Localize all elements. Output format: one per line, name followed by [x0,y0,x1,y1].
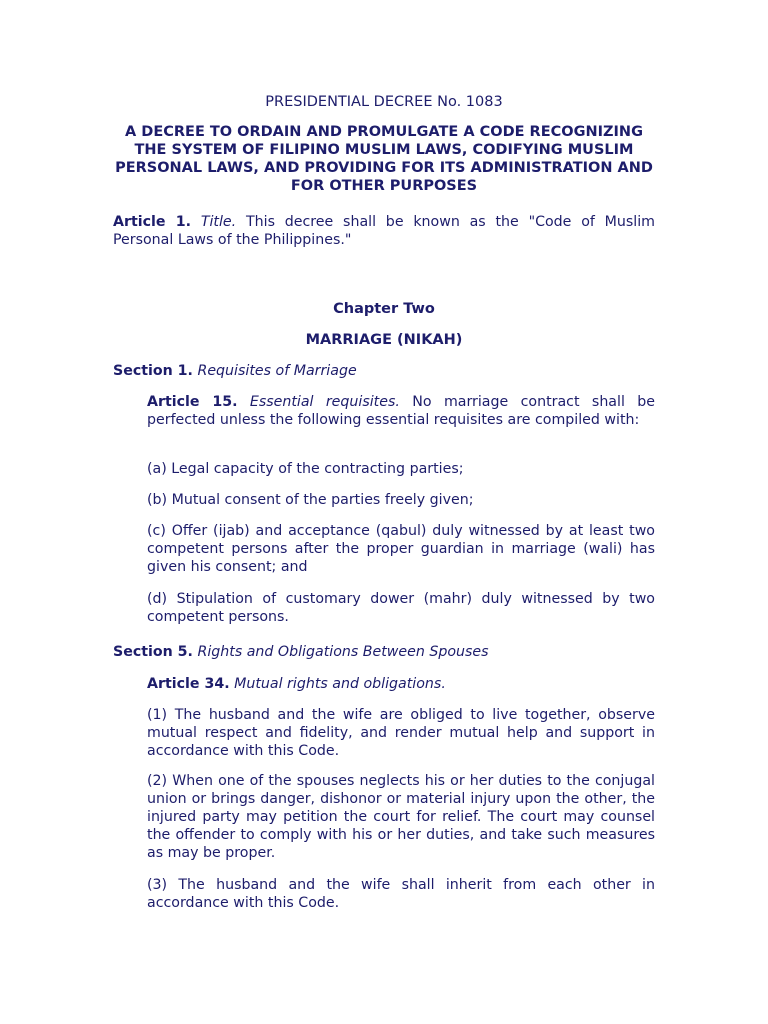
article-1-paragraph [113,213,655,249]
section-5-heading [113,643,655,661]
article-15-text: No marriage contract shall be perfected unless the following essential requisites are compiled with: [147,394,655,428]
list-item: (1) The husband and the wife are obliged to live together, observe mutual respect and fidelity, and render mutual help and support in accordance with this Code. [147,707,655,759]
list-item: (c) Offer (ijab) and acceptance (qabul) duly witnessed by at least two competent persons after the proper guardian in marriage (wali) has given his consent; and [147,523,655,575]
section-1-heading [113,362,655,380]
section-1-label: Section 1. [113,363,193,379]
list-item: (b) Mutual consent of the parties freely given; [147,492,474,508]
article-34-title: Mutual rights and obligations. [234,676,446,692]
list-item: (3) The husband and the wife shall inherit from each other in accordance with this Code. [147,877,655,911]
article-15-label: Article 15. [147,394,238,410]
article-1-text: This decree shall be known as the "Code of Muslim Personal Laws of the Philippines." [113,214,656,248]
article-1-heading: Title. [200,214,237,230]
article-1-label: Article 1. [113,214,192,230]
list-item: (2) When one of the spouses neglects his or her duties to the conjugal union or brings danger, dishonor or material injury upon the other, the injured party may petition the court for relief. The court may counsel the offender to comply with his or her duties, and take such measures as may be proper. [147,773,655,861]
chapter-title: Chapter Two [333,301,435,317]
decree-title: A DECREE TO ORDAIN AND PROMULGATE A CODE RECOGNIZING THE SYSTEM OF FILIPINO MUSLIM LAWS, CODIFYING MUSLIM PERSONAL LAWS, AND PROVIDING FOR ITS ADMINISTRATION AND FOR OTHER PURPOSES [115,124,653,194]
article-34-heading [147,675,655,693]
section-1-title: Requisites of Marriage [197,363,357,379]
section-5-label: Section 5. [113,644,193,660]
list-item: (a) Legal capacity of the contracting parties; [147,461,464,477]
section-5-title: Rights and Obligations Between Spouses [197,644,489,660]
article-15-paragraph [147,393,655,429]
chapter-subtitle: MARRIAGE (NIKAH) [305,332,463,348]
article-34-label: Article 34. [147,676,230,692]
list-item: (d) Stipulation of customary dower (mahr) duly witnessed by two competent persons. [147,591,655,625]
decree-number: PRESIDENTIAL DECREE No. 1083 [265,94,503,110]
article-15-heading: Essential requisites. [249,394,400,410]
